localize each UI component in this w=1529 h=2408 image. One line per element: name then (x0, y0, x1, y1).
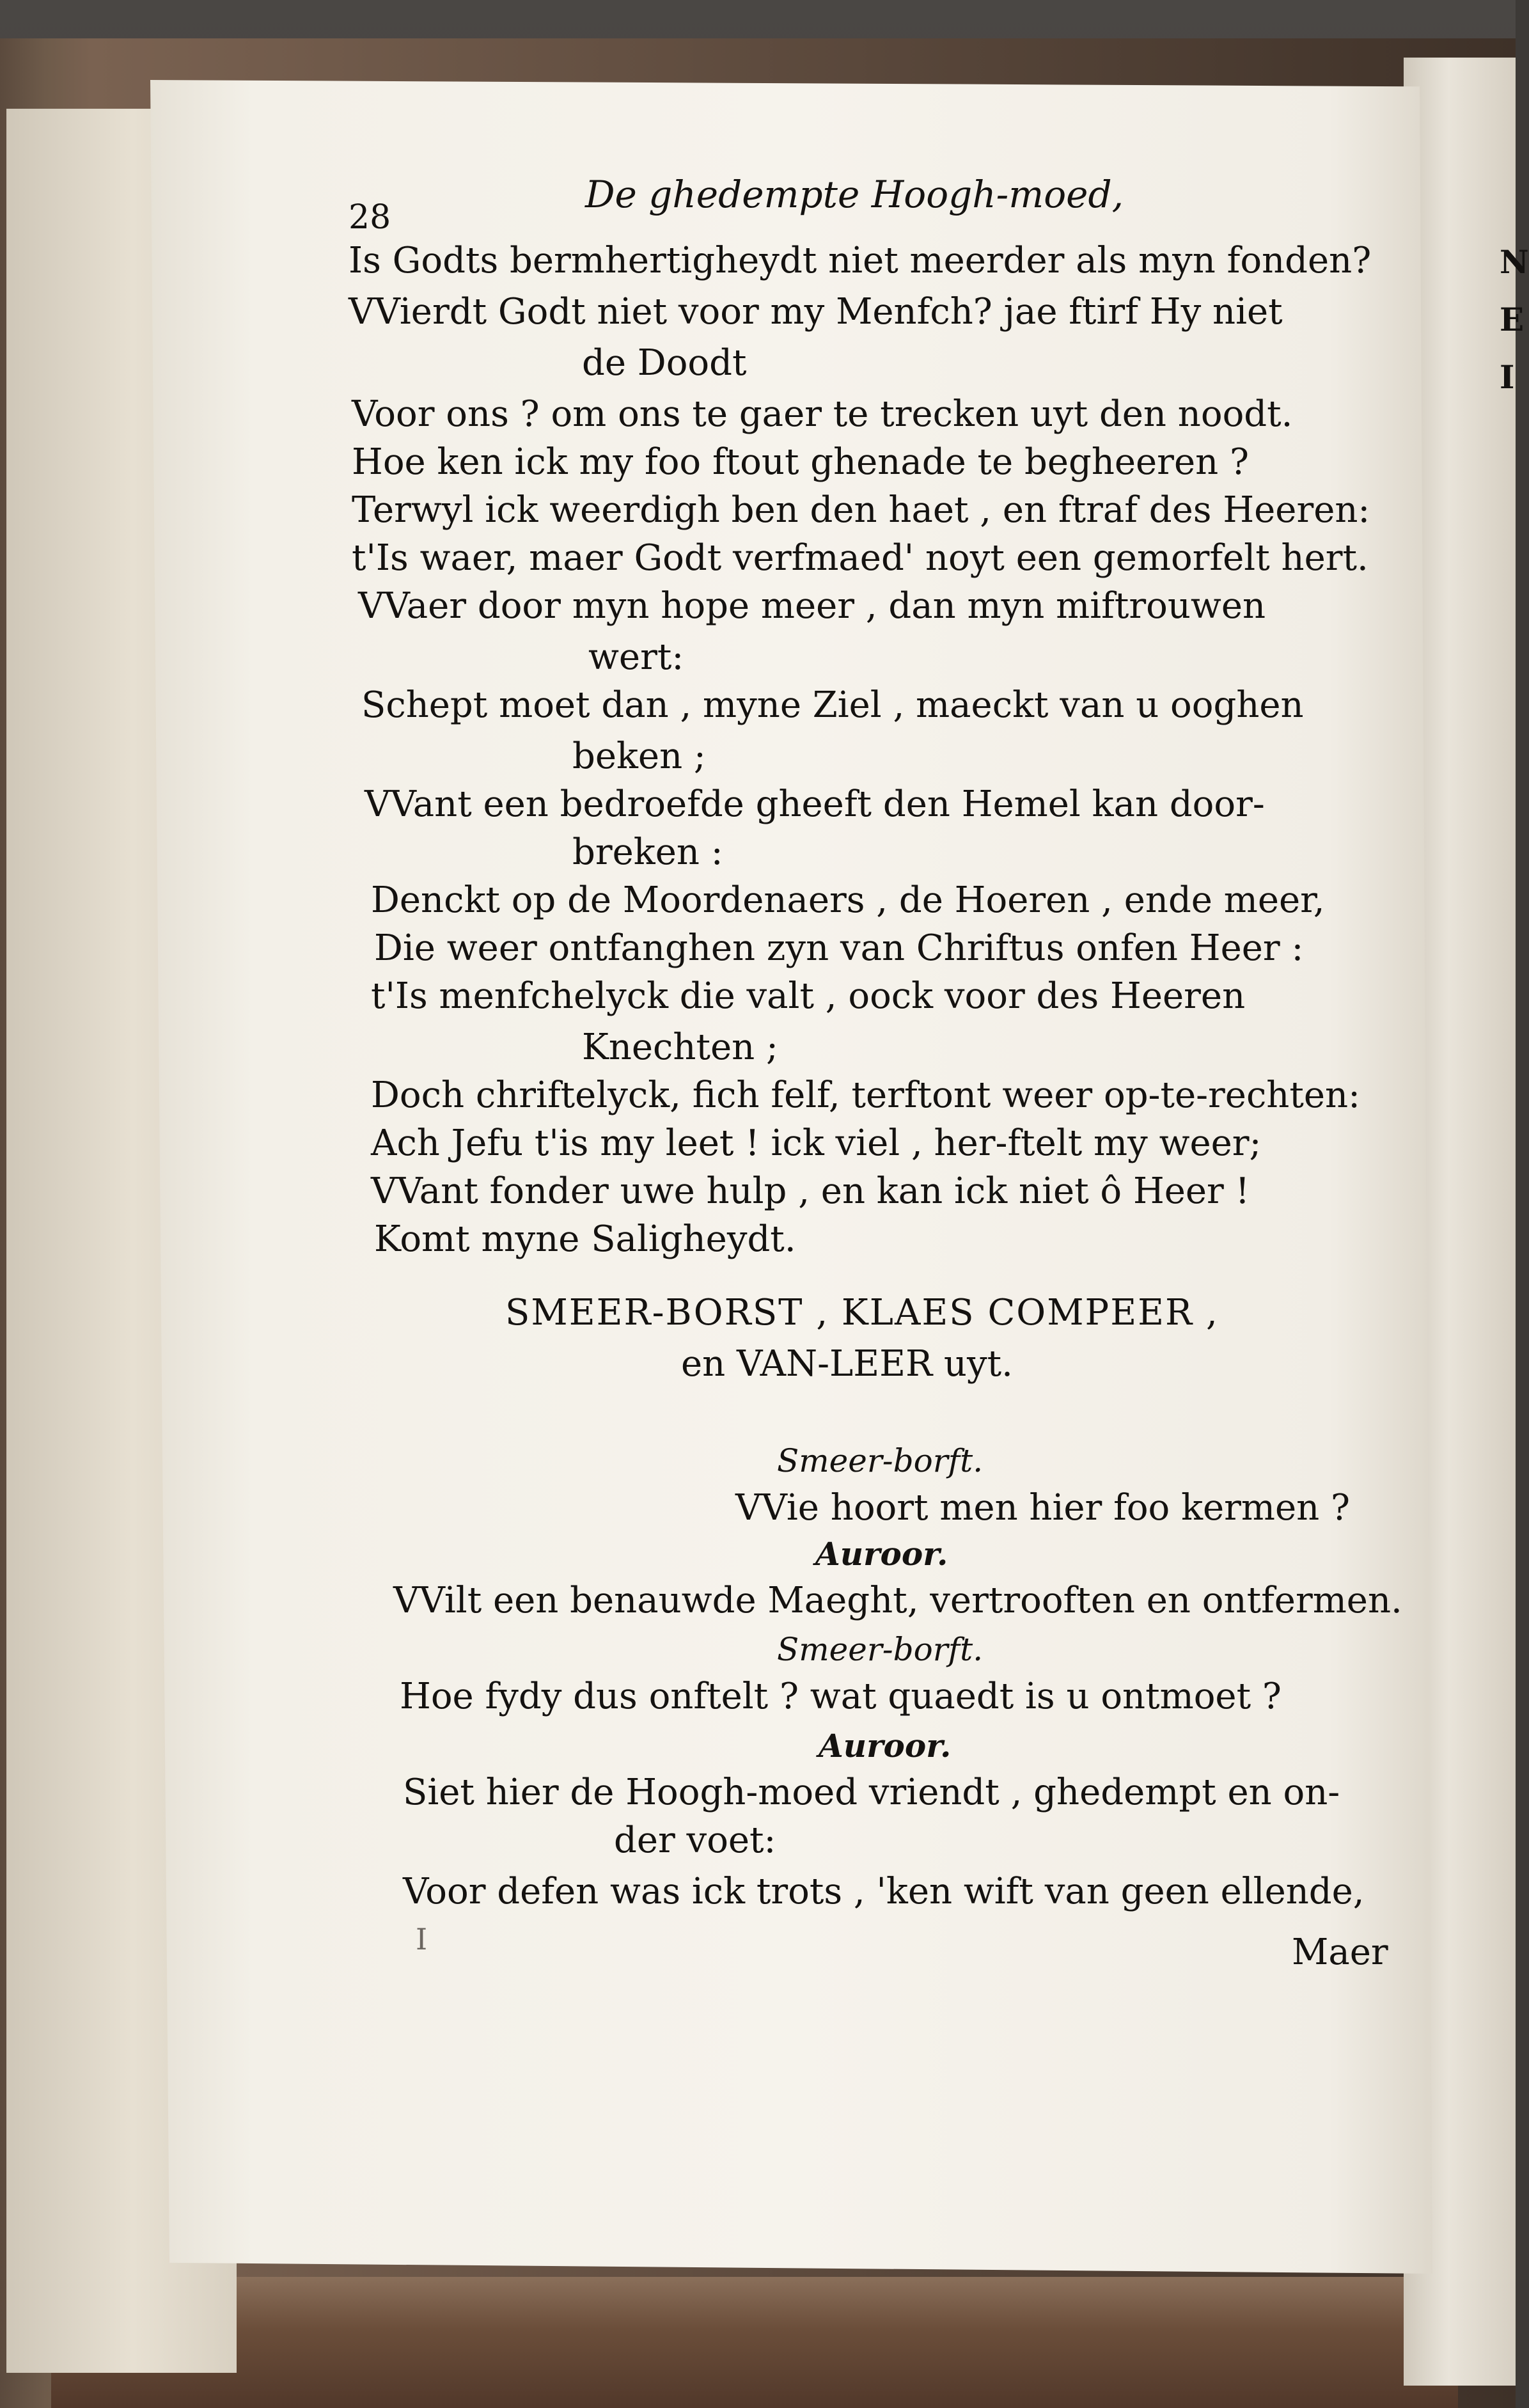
verse-line: Is Godts bermhertigheydt niet meerder als myn fonden? (349, 240, 1372, 281)
dialogue-line: VVie hoort men hier foo kermen ? (735, 1487, 1351, 1529)
page-number: 28 (349, 198, 391, 237)
verse-line: de Doodt (582, 342, 747, 384)
signature-mark: I (416, 1922, 428, 1956)
verse-line: wert: (588, 636, 684, 678)
verse-line: VVant fonder uwe hulp , en kan ick niet ô Heer ! (371, 1170, 1250, 1212)
right-edge-letter: E (1500, 301, 1525, 338)
right-edge-letter: I (1500, 358, 1515, 396)
dialogue-line: Siet hier de Hoogh-moed vriendt , ghedempt en on- (403, 1772, 1340, 1813)
speaker-name: Auroor. (815, 1535, 948, 1573)
verse-line: Doch chriftelyck, fich felf, terftont weer op-te-rechten: (371, 1074, 1360, 1116)
verse-line: VVant een bedroefde gheeft den Hemel kan door- (365, 783, 1265, 825)
verse-line: t'Is menfchelyck die valt , oock voor des Heeren (371, 975, 1246, 1017)
speaker-name: Auroor. (819, 1727, 952, 1765)
dialogue-line: Voor defen was ick trots , 'ken wift van geen ellende, (403, 1871, 1365, 1912)
verse-line: Denckt op de Moordenaers , de Hoeren , ende meer, (371, 879, 1325, 921)
book-cover-bottom-edge (51, 2277, 1458, 2408)
speaker-name: Smeer-borft. (777, 1442, 984, 1479)
catchword: Maer (1292, 1932, 1388, 1973)
verse-line: breken : (572, 831, 723, 873)
running-head: De ghedempte Hoogh-moed, (585, 173, 1124, 216)
verse-line: Knechten ; (582, 1027, 778, 1068)
dialogue-line: Hoe fydy dus onftelt ? wat quaedt is u ontmoet ? (400, 1676, 1282, 1717)
verse-line: t'Is waer, maer Godt verfmaed' noyt een gemorfelt hert. (352, 537, 1368, 579)
verse-line: Die weer ontfanghen zyn van Chriftus onfen Heer : (374, 927, 1304, 969)
dialogue-line: der voet: (614, 1820, 776, 1861)
dialogue-line: VVilt een benauwde Maeght, vertrooften en ontfermen. (393, 1580, 1402, 1621)
scene-heading: en VAN-LEER uyt. (681, 1343, 1013, 1385)
verse-line: Komt myne Saligheydt. (374, 1218, 796, 1260)
verse-line: Terwyl ick weerdigh ben den haet , en ftraf des Heeren: (352, 489, 1370, 531)
right-edge-letter: N (1500, 243, 1529, 281)
verse-line: Hoe ken ick my foo ftout ghenade te begheeren ? (352, 441, 1249, 483)
verse-line: beken ; (572, 736, 706, 777)
speaker-name: Smeer-borft. (777, 1631, 984, 1668)
verse-line: VVaer door myn hope meer , dan myn miftrouwen (358, 585, 1266, 627)
verse-line: Schept moet dan , myne Ziel , maeckt van u ooghen (361, 684, 1304, 726)
scene-heading: SMEER-BORST , KLAES COMPEER , (505, 1292, 1219, 1334)
verse-line: Voor ons ? om ons te gaer te trecken uyt den noodt. (352, 393, 1293, 435)
verse-line: Ach Jefu t'is my leet ! ick viel , her-ftelt my weer; (371, 1122, 1262, 1164)
verse-line: VVierdt Godt niet voor my Menfch? jae ftirf Hy niet (349, 291, 1283, 333)
